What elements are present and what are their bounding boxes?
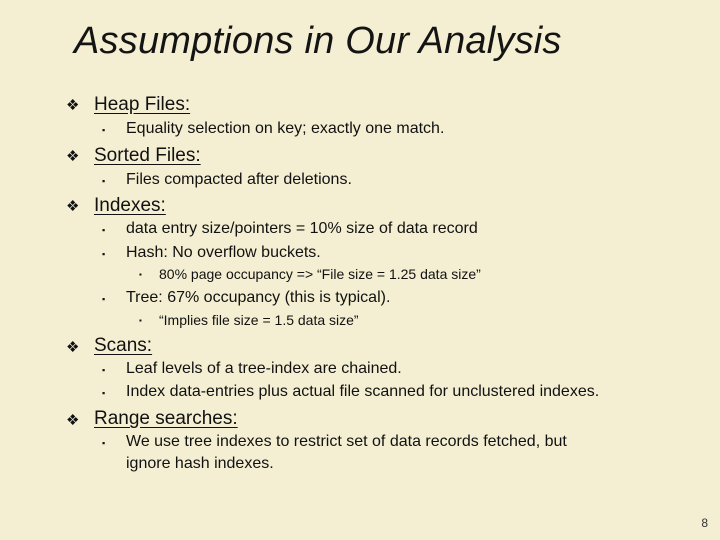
section-heading-range-searches: Range searches: <box>94 408 238 429</box>
list-item: Hash: No overflow buckets. <box>126 244 321 261</box>
square-bullet-icon: ▪ <box>102 125 106 135</box>
sub-list-item: “Implies file size = 1.5 data size” <box>159 312 359 328</box>
square-bullet-icon: ▪ <box>102 176 106 186</box>
square-bullet-icon: ▪ <box>102 438 106 448</box>
list-item: Index data-entries plus actual file scanned for unclustered indexes. <box>126 383 600 400</box>
list-item: Equality selection on key; exactly one match. <box>126 120 445 137</box>
small-bullet-icon: ▪ <box>139 270 142 279</box>
diamond-bullet-icon: ❖ <box>66 198 80 215</box>
square-bullet-icon: ▪ <box>102 294 106 304</box>
square-bullet-icon: ▪ <box>102 249 106 259</box>
sub-list-item: 80% page occupancy => “File size = 1.25 data size” <box>159 266 481 282</box>
small-bullet-icon: ▪ <box>139 316 142 325</box>
section-heading-heap-files: Heap Files: <box>94 94 191 115</box>
section-heading-sorted-files: Sorted Files: <box>94 145 201 166</box>
square-bullet-icon: ▪ <box>102 388 106 398</box>
section-heading-indexes: Indexes: <box>94 195 166 216</box>
square-bullet-icon: ▪ <box>102 225 106 235</box>
list-item: We use tree indexes to restrict set of data records fetched, but <box>126 433 567 450</box>
list-item: Leaf levels of a tree-index are chained. <box>126 360 402 377</box>
diamond-bullet-icon: ❖ <box>66 148 80 165</box>
page-number: 8 <box>701 516 708 530</box>
list-item-continuation: ignore hash indexes. <box>126 455 274 472</box>
diamond-bullet-icon: ❖ <box>66 412 80 429</box>
diamond-bullet-icon: ❖ <box>66 339 80 356</box>
square-bullet-icon: ▪ <box>102 365 106 375</box>
section-heading-scans: Scans: <box>94 335 153 356</box>
list-item: Tree: 67% occupancy (this is typical). <box>126 289 391 306</box>
slide-title: Assumptions in Our Analysis <box>74 20 562 62</box>
list-item: Files compacted after deletions. <box>126 171 352 188</box>
diamond-bullet-icon: ❖ <box>66 97 80 114</box>
list-item: data entry size/pointers = 10% size of data record <box>126 220 478 237</box>
